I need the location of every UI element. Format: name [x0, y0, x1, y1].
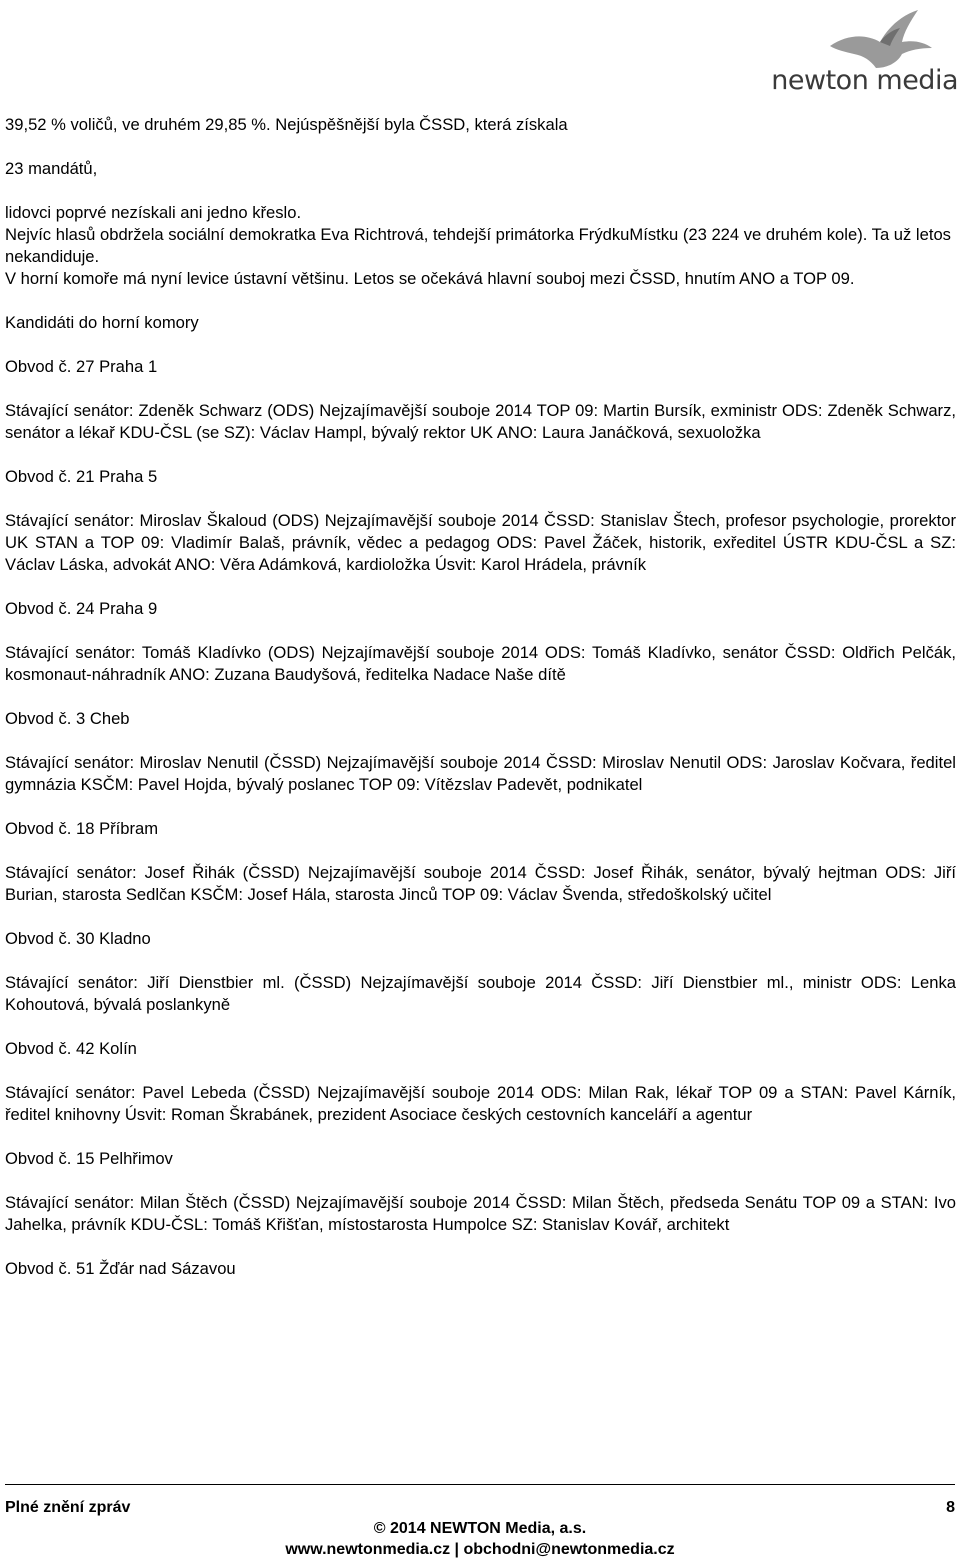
district-title: Obvod č. 3 Cheb — [5, 709, 130, 728]
district-title: Obvod č. 51 Žďár nad Sázavou — [5, 1259, 236, 1278]
newton-media-logo — [758, 8, 958, 98]
district-title: Obvod č. 27 Praha 1 — [5, 357, 158, 376]
district-title: Obvod č. 42 Kolín — [5, 1039, 137, 1058]
district-text: Stávající senátor: Zdeněk Schwarz (ODS) Nejzajímavější souboje 2014 TOP 09: Martin Bursík, exministr ODS: Zdeněk Schwarz, senátor a lékař KDU-ČSL (se SZ): Václav Hampl, bývalý rektor UK ANO: Laura Janáčková, sexuoložka — [5, 401, 956, 442]
hummingbird-icon — [822, 8, 934, 70]
district-title: Obvod č. 15 Pelhřimov — [5, 1149, 173, 1168]
district-title: Obvod č. 18 Příbram — [5, 819, 159, 838]
intro-line-2: 23 mandátů, — [5, 159, 98, 178]
logo-text: newton media — [771, 65, 958, 96]
footer-info — [5, 1518, 955, 1560]
footer-copyright: © 2014 NEWTON Media, a.s. — [373, 1520, 587, 1537]
intro-line-3: lidovci poprvé nezískali ani jedno křeslo. — [5, 203, 302, 222]
intro-line-4: Nejvíc hlasů obdržela sociální demokratka Eva Richtrová, tehdejší primátorka FrýdkuMístku (23 224 ve druhém kole). Ta už letos nekandiduje. — [5, 225, 951, 266]
page-footer — [5, 1484, 955, 1558]
district-text: Stávající senátor: Josef Řihák (ČSSD) Nejzajímavější souboje 2014 ČSSD: Josef Řihák, senátor, bývalý hejtman ODS: Jiří Burian, starosta Sedlčan KSČM: Josef Hála, starosta Jinců TOP 09: Václav Švenda, středoškolský učitel — [5, 863, 956, 904]
intro-line-1: 39,52 % voličů, ve druhém 29,85 %. Nejúspěšnější byla ČSSD, která získala — [5, 115, 568, 134]
district-title: Obvod č. 30 Kladno — [5, 929, 151, 948]
district-title: Obvod č. 21 Praha 5 — [5, 467, 158, 486]
district-text: Stávající senátor: Miroslav Nenutil (ČSSD) Nejzajímavější souboje 2014 ČSSD: Miroslav Nenutil ODS: Jaroslav Kočvara, ředitel gymnázia KSČM: Pavel Hojda, bývalý poslanec TOP 09: Vítězslav Padevět, podnikatel — [5, 753, 956, 794]
footer-label: Plné znění zpráv — [5, 1499, 131, 1516]
district-text: Stávající senátor: Milan Štěch (ČSSD) Nejzajímavější souboje 2014 ČSSD: Milan Štěch, předseda Senátu TOP 09 a STAN: Ivo Jahelka, právník KDU-ČSL: Tomáš Křišťan, místostarosta Humpolce SZ: Stanislav Kovář, architekt — [5, 1193, 956, 1234]
district-text: Stávající senátor: Miroslav Škaloud (ODS) Nejzajímavější souboje 2014 ČSSD: Stanislav Štech, profesor psychologie, prorektor UK STAN a TOP 09: Vladimír Balaš, právník, vědec a pedagog ODS: Pavel Žáček, historik, exředitel ÚSTR KDU-ČSL a SZ: Václav Láska, advokát ANO: Věra Adámková, kardioložka Úsvit: Karol Hrádela, právník — [5, 511, 956, 574]
district-text: Stávající senátor: Tomáš Kladívko (ODS) Nejzajímavější souboje 2014 ODS: Tomáš Kladívko, senátor ČSSD: Oldřich Pelčák, kosmonaut-náhradník ANO: Zuzana Baudyšová, ředitelka Nadace Naše dítě — [5, 643, 956, 684]
intro-line-5: V horní komoře má nyní levice ústavní většinu. Letos se očekává hlavní souboj mezi ČSSD, hnutím ANO a TOP 09. — [5, 269, 855, 288]
article-body — [5, 114, 956, 1280]
section-heading: Kandidáti do horní komory — [5, 313, 199, 332]
footer-contact[interactable]: www.newtonmedia.cz | obchodni@newtonmedia.cz — [285, 1541, 675, 1558]
district-text: Stávající senátor: Jiří Dienstbier ml. (ČSSD) Nejzajímavější souboje 2014 ČSSD: Jiří Dienstbier ml., ministr ODS: Lenka Kohoutová, bývalá poslankyně — [5, 973, 956, 1014]
district-text: Stávající senátor: Pavel Lebeda (ČSSD) Nejzajímavější souboje 2014 ODS: Milan Rak, lékař TOP 09 a STAN: Pavel Kárník, ředitel knihovny Úsvit: Roman Škrabánek, prezident Asociace českých cestovních kanceláří a agentur — [5, 1083, 956, 1124]
district-title: Obvod č. 24 Praha 9 — [5, 599, 158, 618]
page-number: 8 — [946, 1499, 955, 1516]
